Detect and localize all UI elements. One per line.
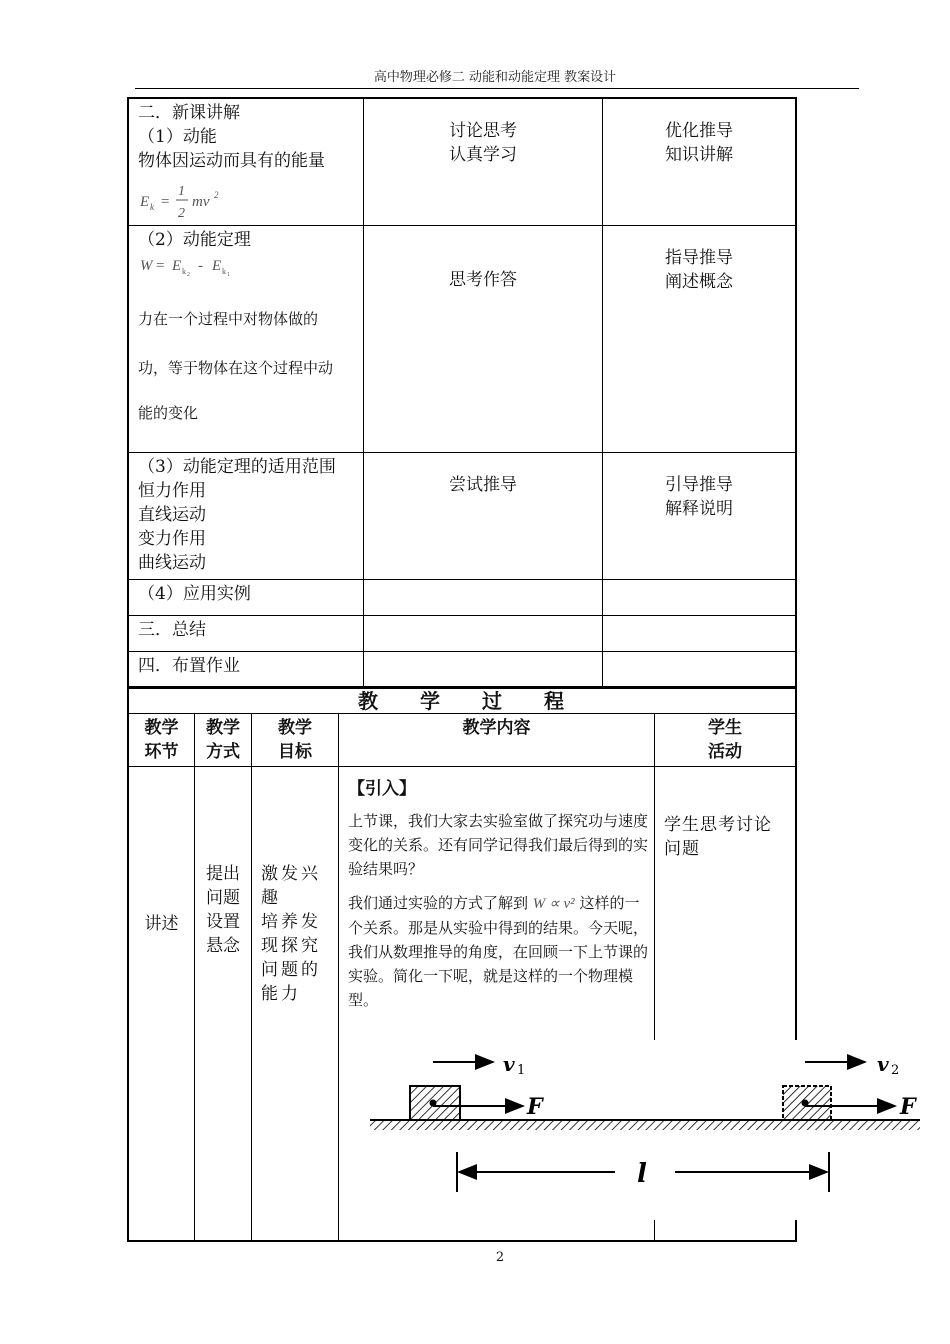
student-activity-cell [364,226,603,452]
svg-text:2: 2 [187,272,190,278]
svg-text:=: = [160,194,171,210]
svg-text:1: 1 [178,184,185,199]
ground-hatch [370,1120,920,1130]
activity-line: 解释说明 [665,499,733,519]
header-student: 学生 活动 [708,718,742,762]
page-number: 2 [495,1250,505,1265]
student-activity-text: 学生思考讨论问题 [664,815,772,859]
intro-heading: 【引入】 [348,779,416,799]
header-goal: 教学 目标 [252,714,339,766]
subsection-title: （1）动能 [138,127,217,147]
student-activity-cell [364,580,603,615]
intro-paragraph [348,891,654,1012]
outline-cell-content: 三．总结 [129,616,364,651]
activity-line: 讨论思考 [449,121,517,141]
teacher-activity-cell [603,652,795,687]
page-header: 高中物理必修二 动能和动能定理 教案设计 [373,70,617,85]
svg-text:k: k [222,267,226,276]
stage-text: 讲述 [144,914,179,934]
table-title: 教学过程 [129,688,795,714]
theorem-text: 功，等于物体在这个过程中动 [138,359,334,377]
svg-text:=: = [156,258,165,274]
force-label-1: F [527,1094,543,1120]
header-method: 教学 方式 [195,714,252,766]
goal-cell [252,767,339,1240]
teacher-activity-cell [603,226,795,452]
svg-text:E: E [172,258,182,274]
activity-line: 指导推导 [665,248,733,268]
outline-cell-content [129,226,364,452]
inline-formula: W ∝ v² [532,896,575,912]
theorem-text: 力在一个过程中对物体做的 [138,310,319,328]
student-activity-cell [364,652,603,687]
scope-item: 变力作用 [138,529,206,549]
svg-text:k: k [150,202,154,212]
intro-paragraph: 上节课，我们大家去实验室做了探究功与速度变化的关系。还有同学记得我们最后得到的实验结果吗？ [348,812,649,878]
svg-text:k: k [182,267,186,276]
teacher-activity-cell [603,580,795,615]
velocity-sub-2: 2 [891,1063,900,1078]
activity-line: 优化推导 [665,121,733,141]
svg-text:2: 2 [214,190,219,200]
svg-text:W: W [140,258,153,274]
velocity-label-2: v [877,1052,889,1076]
distance-label: l [637,1159,647,1189]
section-title: 二．新课讲解 [138,103,240,123]
outline-row [129,580,795,616]
header-stage: 教学 环节 [129,714,195,766]
formula-theorem [138,252,278,282]
force-label-2: F [900,1094,916,1120]
outline-cell-content [129,453,364,579]
svg-text:2: 2 [178,206,185,221]
outline-row [129,652,795,687]
method-text: 提出 问题 设置 悬念 [206,864,240,956]
kinetic-energy-formula [138,179,363,231]
method-cell [195,767,252,1240]
scope-item: 曲线运动 [138,553,206,573]
velocity-label-1: v [503,1052,515,1076]
activity-line: 思考作答 [449,270,517,290]
student-activity-cell [364,616,603,651]
paragraph-text: 我们通过实验的方式了解到 [348,894,529,912]
outline-cell-content: 四．布置作业 [129,652,364,687]
outline-row [129,226,795,453]
svg-text:E: E [212,258,222,274]
teacher-activity-cell [603,616,795,651]
velocity-sub-1: 1 [517,1063,526,1078]
outline-row [129,99,795,226]
svg-text:E: E [140,194,150,210]
activity-line: 引导推导 [665,475,733,495]
kinetic-theorem-formula [138,252,363,289]
scope-item: 直线运动 [138,505,206,525]
header-content: 教学内容 [339,714,655,766]
goal-text: 激发兴 趣 培养发 现探究 问题的 能力 [261,864,321,1004]
student-activity-cell [364,453,603,579]
header-rule [135,88,859,89]
formula-ek [138,179,258,223]
teacher-activity-cell [603,99,795,225]
table-header-row [129,714,795,767]
svg-text:1: 1 [227,272,230,278]
definition-text: 物体因运动而具有的能量 [138,151,325,171]
outline-row [129,453,795,580]
activity-line: 阐述概念 [665,272,733,292]
lesson-outline-table [127,97,797,689]
physics-model-figure [345,1040,949,1220]
activity-line: 认真学习 [449,145,517,165]
theorem-text: 能的变化 [138,404,199,422]
outline-cell-content [129,99,364,225]
student-activity-cell [364,99,603,225]
teacher-activity-cell [603,453,795,579]
outline-cell-content: （4）应用实例 [129,580,364,615]
stage-cell [129,767,195,1240]
activity-line: 知识讲解 [665,145,733,165]
subsection-title: （2）动能定理 [138,230,251,250]
paragraph-text: 这样的一个关系。那是从实验中得到的结果。今天呢，我们从数理推导的角度，在回顾一下上节课的实验。简化一下呢，就是这样的一个物理模型。 [348,894,649,1009]
svg-text:mv: mv [192,194,210,210]
subsection-title: （3）动能定理的适用范围 [138,457,336,477]
svg-text:-: - [198,258,203,274]
activity-line: 尝试推导 [449,475,517,495]
outline-row [129,616,795,652]
scope-item: 恒力作用 [138,481,206,501]
